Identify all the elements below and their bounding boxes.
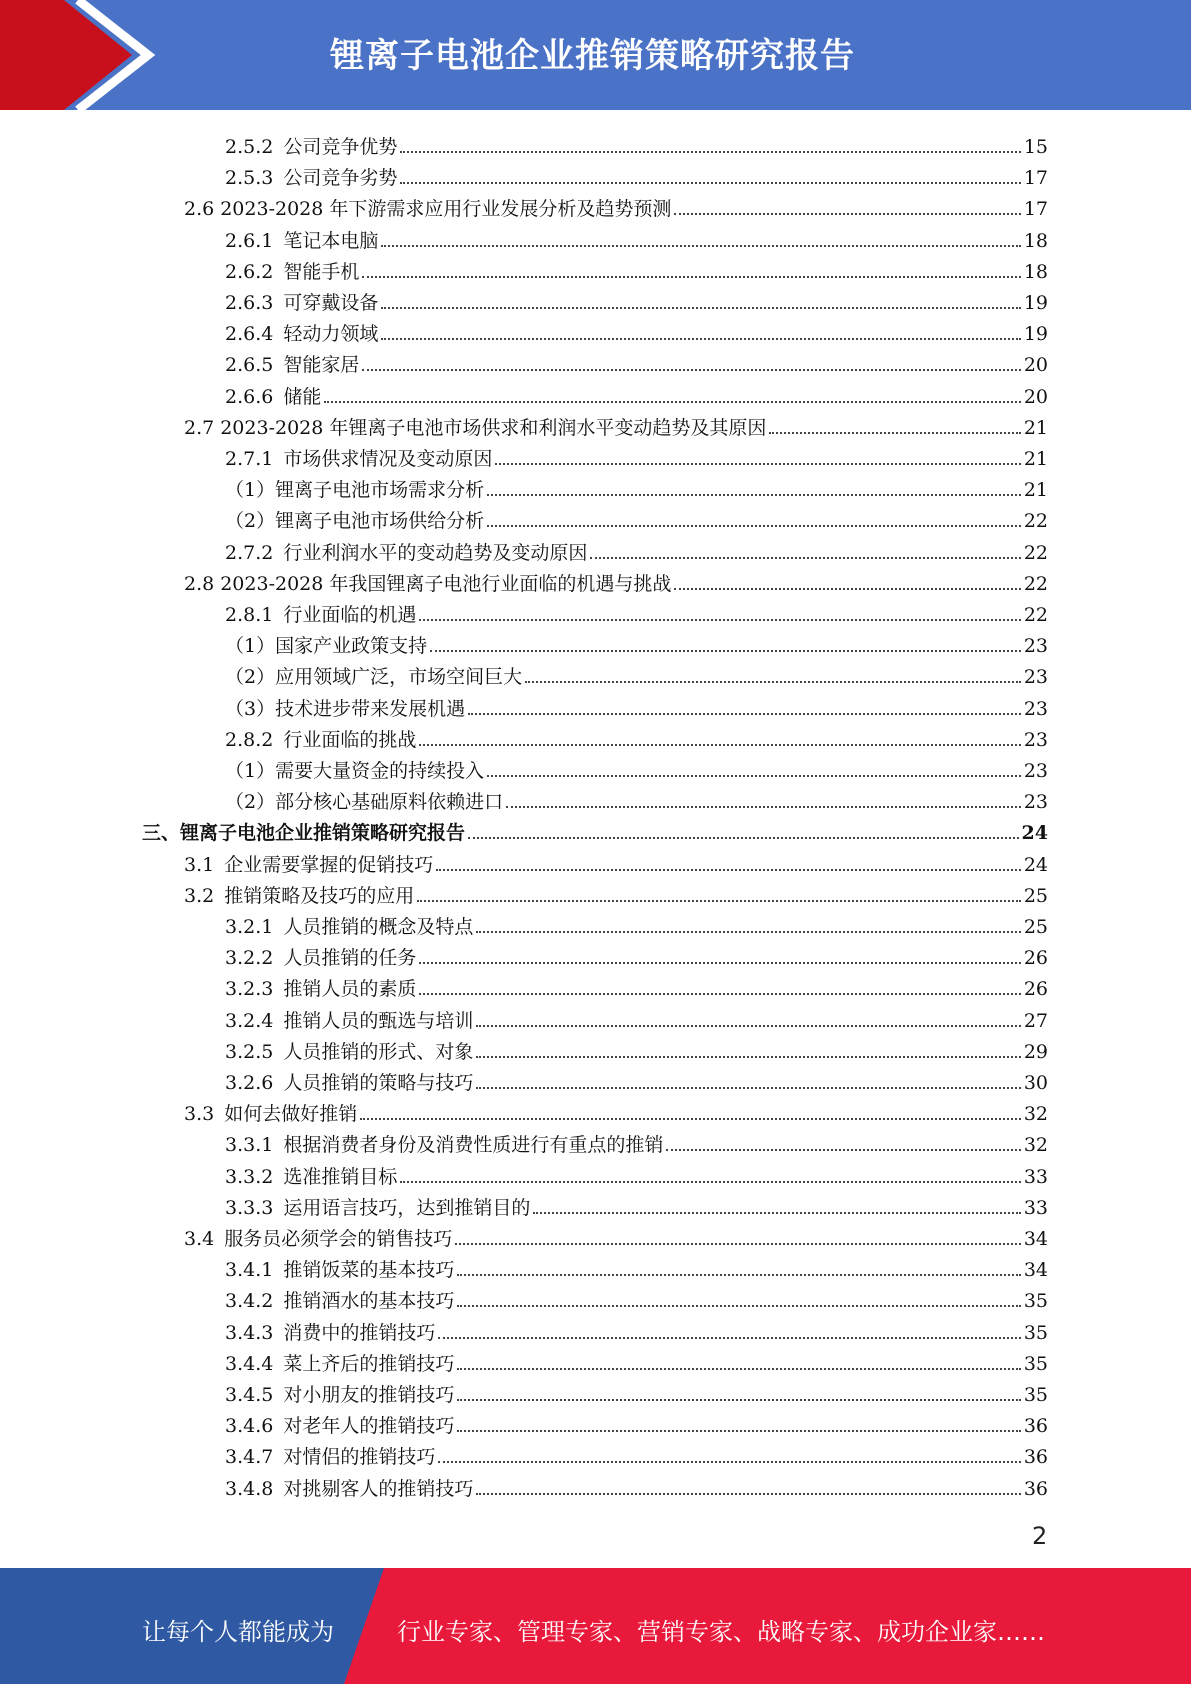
toc-entry-page: 35 (1023, 1352, 1048, 1375)
toc-entry-title: 人员推销的策略与技巧 (283, 1072, 474, 1094)
toc-entry[interactable] (225, 658, 1048, 689)
toc-entry[interactable] (225, 1376, 1048, 1407)
toc-entry-title: （3）技术进步带来发展机遇 (225, 697, 466, 720)
toc-entry-page: 23 (1023, 791, 1048, 814)
toc-entry[interactable] (225, 440, 1048, 471)
toc-entry-number: 2.6.3 (225, 292, 274, 314)
toc-entry-page: 19 (1023, 323, 1048, 346)
toc-entry-number: 3.4.6 (225, 1415, 274, 1438)
toc-entry-page: 30 (1023, 1072, 1048, 1094)
toc-entry-number: 3.4.2 (225, 1290, 274, 1313)
toc-dot-leader (769, 432, 1020, 434)
toc-entry-page: 15 (1023, 136, 1048, 158)
toc-entry[interactable] (225, 222, 1048, 253)
toc-entry-title: 2023-2028 年我国锂离子电池行业面临的机遇与挑战 (220, 572, 672, 595)
toc-entry[interactable] (225, 1064, 1048, 1095)
toc-entry-number: 2.8.1 (225, 604, 274, 626)
toc-dot-leader (419, 993, 1020, 995)
header-banner (0, 0, 1191, 110)
toc-entry-title: （1）需要大量资金的持续投入 (225, 760, 485, 782)
toc-dot-leader (457, 1399, 1020, 1401)
toc-dot-leader (506, 806, 1021, 808)
toc-entry[interactable] (142, 814, 1048, 845)
toc-entry-page: 22 (1023, 604, 1048, 626)
toc-dot-leader (400, 182, 1020, 184)
toc-dot-leader (476, 1087, 1020, 1089)
toc-entry-number: 3.3.1 (225, 1134, 274, 1157)
toc-entry-number: 3.4.4 (225, 1352, 274, 1375)
toc-entry[interactable] (225, 1314, 1048, 1345)
toc-entry[interactable] (225, 1345, 1048, 1376)
toc-entry-number: 3.3 (184, 1103, 215, 1126)
toc-entry-page: 29 (1023, 1040, 1048, 1063)
toc-entry-page: 20 (1023, 385, 1048, 408)
toc-entry-page: 27 (1023, 1009, 1048, 1032)
toc-entry-title: 可穿戴设备 (283, 292, 379, 314)
toc-entry-page: 22 (1023, 572, 1048, 595)
toc-dot-leader (666, 1149, 1020, 1151)
toc-entry[interactable] (225, 783, 1048, 814)
toc-entry-number: 2.5.2 (225, 136, 274, 158)
toc-dot-leader (400, 1181, 1020, 1183)
toc-entry-title: 运用语言技巧，达到推销目的 (283, 1196, 531, 1219)
toc-entry-number: 3.2.6 (225, 1072, 274, 1094)
toc-entry-title: 选准推销目标 (283, 1165, 398, 1188)
toc-entry[interactable] (225, 1407, 1048, 1438)
toc-entry-title: 智能手机 (283, 260, 360, 283)
toc-entry[interactable] (184, 1220, 1048, 1251)
toc-entry[interactable] (225, 1251, 1048, 1282)
toc-dot-leader (533, 1212, 1020, 1214)
toc-entry-number: 3.3.2 (225, 1165, 274, 1188)
toc-dot-leader (457, 1274, 1020, 1276)
toc-entry-number: 2.7 (184, 416, 215, 439)
toc-entry-number: 3.2.2 (225, 947, 274, 970)
toc-entry[interactable] (225, 1158, 1048, 1189)
toc-entry-number: 3.3.3 (225, 1196, 274, 1219)
toc-entry-number: 3.4.5 (225, 1384, 274, 1406)
toc-entry-page: 35 (1023, 1321, 1048, 1344)
toc-entry[interactable] (184, 1095, 1048, 1126)
toc-entry-page: 25 (1023, 916, 1048, 938)
toc-dot-leader (438, 1461, 1020, 1463)
toc-dot-leader (674, 213, 1020, 215)
toc-entry-page: 34 (1023, 1228, 1048, 1250)
toc-entry-page: 26 (1023, 947, 1048, 970)
toc-entry-page: 26 (1023, 978, 1048, 1001)
toc-entry-title: 对挑剔客人的推销技巧 (283, 1477, 474, 1500)
toc-entry-number: 2.8.2 (225, 728, 274, 751)
toc-entry-title: 笔记本电脑 (283, 229, 379, 252)
toc-entry-title: 推销策略及技巧的应用 (224, 884, 415, 907)
toc-entry-page: 35 (1023, 1384, 1048, 1406)
toc-entry-page: 24 (1021, 822, 1048, 845)
toc-dot-leader (457, 1430, 1020, 1432)
toc-dot-leader (430, 650, 1021, 652)
toc-entry-title: 人员推销的形式、对象 (283, 1040, 474, 1063)
toc-dot-leader (362, 276, 1020, 278)
toc-entry[interactable] (225, 1438, 1048, 1469)
toc-dot-leader (457, 1368, 1020, 1370)
toc-entry-title: （2）应用领域广泛，市场空间巨大 (225, 666, 523, 689)
toc-entry[interactable] (225, 284, 1048, 315)
toc-entry-title: 轻动力领域 (283, 323, 379, 346)
toc-dot-leader (476, 931, 1020, 933)
toc-entry-page: 21 (1023, 448, 1048, 470)
toc-entry-title: 智能家居 (283, 354, 360, 377)
toc-entry[interactable] (225, 939, 1048, 970)
toc-entry-title: 储能 (283, 385, 322, 408)
toc-entry-number: 3.2.1 (225, 916, 274, 938)
toc-entry[interactable] (225, 721, 1048, 752)
toc-entry-title: 对小朋友的推销技巧 (283, 1384, 455, 1406)
toc-dot-leader (590, 557, 1020, 559)
toc-dot-leader (525, 681, 1021, 683)
toc-dot-leader (468, 837, 1019, 839)
toc-entry[interactable] (225, 1470, 1048, 1501)
toc-entry-number: 2.6.5 (225, 354, 274, 377)
toc-dot-leader (419, 619, 1020, 621)
toc-entry-page: 17 (1023, 198, 1048, 221)
toc-entry-page: 23 (1023, 728, 1048, 751)
toc-entry-page: 21 (1023, 416, 1048, 439)
toc-entry-number: 2.6 (184, 198, 215, 221)
toc-entry-title: 如何去做好推销 (224, 1103, 358, 1126)
toc-dot-leader (419, 744, 1020, 746)
toc-entry[interactable] (225, 596, 1048, 627)
toc-dot-leader (419, 962, 1020, 964)
toc-entry-title: 服务员必须学会的销售技巧 (224, 1228, 453, 1250)
toc-dot-leader (487, 775, 1021, 777)
toc-dot-leader (381, 245, 1020, 247)
toc-entry-number: 2.8 (184, 572, 215, 595)
toc-entry-page: 17 (1023, 167, 1048, 190)
toc-entry[interactable] (225, 752, 1048, 783)
toc-entry-page: 32 (1023, 1134, 1048, 1157)
toc-entry-title: 人员推销的概念及特点 (283, 916, 474, 938)
toc-dot-leader (457, 1305, 1020, 1307)
toc-dot-leader (476, 1056, 1020, 1058)
toc-entry[interactable] (225, 128, 1048, 159)
toc-entry-page: 22 (1023, 541, 1048, 564)
toc-entry[interactable] (225, 315, 1048, 346)
toc-entry-page: 34 (1023, 1259, 1048, 1282)
toc-entry-page: 32 (1023, 1103, 1048, 1126)
footer-banner (0, 1568, 1191, 1684)
toc-entry-title: 推销人员的素质 (283, 978, 417, 1001)
page-number: 2 (1032, 1522, 1048, 1550)
toc-entry-number: 3.2.4 (225, 1009, 274, 1032)
toc-entry-number: 3.4.3 (225, 1321, 274, 1344)
toc-dot-leader (476, 1493, 1020, 1495)
toc-entry[interactable] (225, 159, 1048, 190)
toc-entry-title: 推销人员的甄选与培训 (283, 1009, 474, 1032)
toc-entry[interactable] (225, 1282, 1048, 1313)
toc-entry-page: 23 (1023, 760, 1048, 782)
toc-entry-page: 35 (1023, 1290, 1048, 1313)
toc-entry-page: 33 (1023, 1165, 1048, 1188)
footer-slogan: 让每个人都能成为 (142, 1618, 334, 1646)
toc-entry-number: 3.4.8 (225, 1477, 274, 1500)
toc-entry-title: 人员推销的任务 (283, 947, 417, 970)
toc-entry-page: 19 (1023, 292, 1048, 314)
toc-entry-page: 20 (1023, 354, 1048, 377)
toc-entry-page: 36 (1023, 1446, 1048, 1469)
toc-entry-title: 2023-2028 年锂离子电池市场供求和利润水平变动趋势及其原因 (220, 416, 767, 439)
toc-dot-leader (360, 1118, 1021, 1120)
toc-entry-page: 22 (1023, 510, 1048, 533)
toc-entry-number: 3.2 (184, 884, 215, 907)
toc-entry-page: 36 (1023, 1477, 1048, 1500)
toc-dot-leader (674, 588, 1020, 590)
toc-entry[interactable] (225, 534, 1048, 565)
toc-entry-title: 推销酒水的基本技巧 (283, 1290, 455, 1313)
toc-dot-leader (324, 401, 1020, 403)
toc-entry-page: 24 (1023, 853, 1048, 876)
toc-entry-title: 行业面临的挑战 (283, 728, 417, 751)
toc-dot-leader (362, 369, 1020, 371)
toc-entry-title: （2）锂离子电池市场供给分析 (225, 510, 485, 533)
toc-entry[interactable] (225, 471, 1048, 502)
toc-entry-title: 菜上齐后的推销技巧 (283, 1352, 455, 1375)
toc-entry[interactable] (184, 877, 1048, 908)
toc-entry-title: 消费中的推销技巧 (283, 1321, 436, 1344)
chevron-decoration-icon (0, 0, 160, 110)
toc-entry-title: 公司竞争劣势 (283, 167, 398, 190)
toc-entry[interactable] (225, 253, 1048, 284)
toc-entry[interactable] (225, 1126, 1048, 1157)
toc-entry-page: 23 (1023, 666, 1048, 689)
toc-entry-title: 2023-2028 年下游需求应用行业发展分析及趋势预测 (220, 198, 672, 221)
toc-entry[interactable] (184, 565, 1048, 596)
toc-dot-leader (381, 338, 1020, 340)
toc-dot-leader (476, 1025, 1020, 1027)
toc-entry[interactable] (225, 378, 1048, 409)
toc-entry-title: 推销饭菜的基本技巧 (283, 1259, 455, 1282)
toc-entry[interactable] (184, 409, 1048, 440)
toc-entry-number: 3.2.3 (225, 978, 274, 1001)
toc-entry[interactable] (225, 1002, 1048, 1033)
toc-dot-leader (495, 463, 1020, 465)
toc-entry-number: 2.7.2 (225, 541, 274, 564)
toc-entry-title: 对老年人的推销技巧 (283, 1415, 455, 1438)
toc-entry[interactable] (225, 502, 1048, 533)
toc-entry-number: 2.7.1 (225, 448, 274, 470)
toc-entry-title: 行业面临的机遇 (283, 604, 417, 626)
toc-entry-title: 企业需要掌握的促销技巧 (224, 853, 434, 876)
toc-entry-number: 3.4.1 (225, 1259, 274, 1282)
toc-dot-leader (487, 525, 1021, 527)
toc-entry-number: 2.6.4 (225, 323, 274, 346)
toc-dot-leader (436, 869, 1021, 871)
toc-entry-title: 公司竞争优势 (283, 136, 398, 158)
toc-dot-leader (455, 1243, 1021, 1245)
toc-entry-title: 行业利润水平的变动趋势及变动原因 (283, 541, 588, 564)
toc-entry[interactable] (225, 1189, 1048, 1220)
toc-entry[interactable] (225, 908, 1048, 939)
toc-entry-page: 23 (1023, 697, 1048, 720)
toc-entry-page: 18 (1023, 260, 1048, 283)
toc-dot-leader (400, 151, 1020, 153)
toc-entry-number: 2.6.1 (225, 229, 274, 252)
footer-expert-list: 行业专家、管理专家、营销专家、战略专家、成功企业家…… (397, 1618, 1045, 1646)
toc-entry-page: 23 (1023, 635, 1048, 658)
toc-entry-page: 25 (1023, 884, 1048, 907)
toc-dot-leader (487, 494, 1021, 496)
toc-dot-leader (468, 713, 1021, 715)
toc-entry-page: 18 (1023, 229, 1048, 252)
toc-entry-number: 2.6.6 (225, 385, 274, 408)
toc-entry-number: 3.4 (184, 1228, 215, 1250)
toc-entry[interactable] (184, 190, 1048, 221)
toc-entry-title: （1）锂离子电池市场需求分析 (225, 479, 485, 502)
toc-dot-leader (438, 1337, 1020, 1339)
toc-entry-page: 21 (1023, 479, 1048, 502)
toc-entry-title: 市场供求情况及变动原因 (283, 448, 493, 470)
toc-entry-title: （2）部分核心基础原料依赖进口 (225, 791, 504, 814)
toc-entry-title: 三、锂离子电池企业推销策略研究报告 (142, 822, 466, 845)
toc-entry[interactable] (225, 1033, 1048, 1064)
toc-entry-number: 3.1 (184, 853, 215, 876)
toc-entry-page: 33 (1023, 1196, 1048, 1219)
toc-entry-title: 根据消费者身份及消费性质进行有重点的推销 (283, 1134, 664, 1157)
toc-entry[interactable] (225, 627, 1048, 658)
toc-entry[interactable] (184, 846, 1048, 877)
toc-dot-leader (381, 307, 1020, 309)
toc-entry-number: 3.2.5 (225, 1040, 274, 1063)
toc-entry[interactable] (225, 970, 1048, 1001)
toc-entry-number: 2.6.2 (225, 260, 274, 283)
report-title: 锂离子电池企业推销策略研究报告 (330, 36, 855, 76)
toc-entry-number: 3.4.7 (225, 1446, 274, 1469)
toc-entry-title: 对情侣的推销技巧 (283, 1446, 436, 1469)
toc-entry-number: 2.5.3 (225, 167, 274, 190)
toc-entry-title: （1）国家产业政策支持 (225, 635, 428, 658)
toc-dot-leader (417, 900, 1021, 902)
toc-entry[interactable] (225, 346, 1048, 377)
toc-entry-page: 36 (1023, 1415, 1048, 1438)
toc-entry[interactable] (225, 690, 1048, 721)
